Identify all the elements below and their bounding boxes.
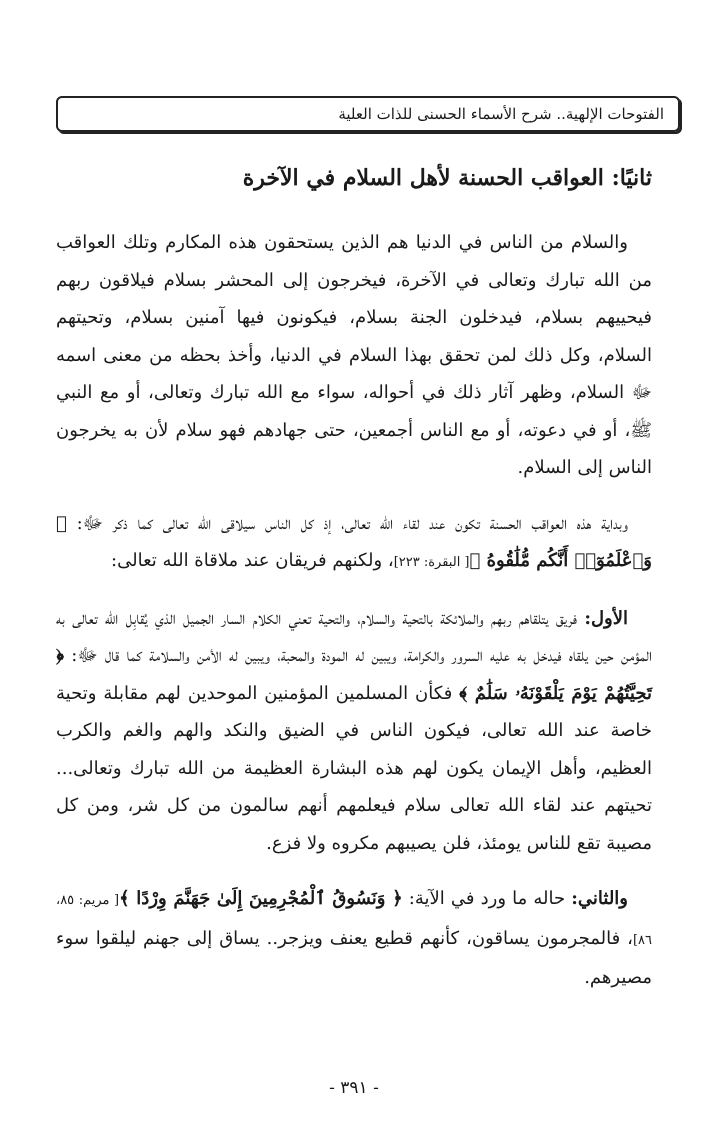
- paragraph-lead-second: والثاني:: [571, 888, 629, 909]
- running-header: [56, 96, 680, 132]
- paragraph-4: [56, 880, 652, 997]
- paragraph-2-text: وبداية هذه العواقب الحسنة تكون عند لقاء الله تعالى، إذ كل الناس سيلاقى الله تعالى كما ذكر ﷻ:: [66, 512, 628, 534]
- quran-verse: ﴿ وَٱعْلَمُوٓا۟ أَنَّكُم مُّلَٰقُوهُ ﴾: [56, 512, 652, 571]
- verse-reference: [ مريم: ٨٥، ٨٦]: [56, 893, 652, 948]
- quran-verse: ﴿ تَحِيَّتُهُمْ يَوْمَ يَلْقَوْنَهُۥ سَلَٰمٌ ﴾: [56, 645, 652, 704]
- paragraph-1: والسلام من الناس في الدنيا هم الذين يستحقون هذه المكارم وتلك العواقب من الله تبارك وتعالى في الآخرة، فيخرجون إلى المحشر بسلام فيلاقون ربهم فيحييهم بسلام، فيدخلون الجنة بسلام، فيكونون فيها آمنين بسلام، وتحيتهم السلام، وكل ذلك لمن تحقق بهذا السلام في الدنيا، وأخذ بحظه من معنى اسمه ﷻ السلام، وظهر آثار ذلك في أحواله، سواء مع الله تبارك وتعالى، أو مع النبي ﷺ، أو في دعوته، أو مع الناس أجمعين، حتى جهادهم فهو سلام لأن به يخرجون الناس إلى السلام.: [56, 232, 652, 478]
- section-title: ثانيًا: العواقب الحسنة لأهل السلام في الآخرة: [242, 165, 652, 191]
- paragraph-3-continuation: فكأن المسلمين المؤمنين الموحدين لهم مقابلة وتحية خاصة عند الله تعالى، فيكون الناس في الضيق والنكد والهم والغم والكرب العظيم، وأهل الإيمان يكون لهم هذه البشارة العظيمة من الله تبارك وتعالى... تحيتهم عند لقاء الله تعالى سلام فيعلمهم أنهم سالمون من كل شر، ومن كل مصيبة تقع للناس يومئذ، فلن يصيبهم مكروه ولا فزع.: [56, 682, 652, 854]
- verse-reference: [ البقرة: ٢٢٣]: [393, 555, 470, 570]
- page-number: - ٣٩١ -: [329, 1078, 379, 1098]
- body-text: [56, 224, 652, 997]
- paragraph-4-continuation: ، فالمجرمون يساقون، كأنهم قطيع يعنف ويزجر.. يساق إلى جهنم ليلقوا سوء مصيرهم.: [56, 927, 652, 988]
- paragraph-2: [56, 505, 652, 582]
- paragraph-lead-first: الأول:: [584, 607, 628, 629]
- paragraph-gap: [56, 487, 652, 505]
- running-header-text: الفتوحات الإلهية.. شرح الأسماء الحسنى للذات العلية: [338, 105, 664, 123]
- quran-verse: ﴿ وَنَسُوقُ ٱلْمُجْرِمِينَ إِلَىٰ جَهَنَّمَ وِرْدًا ﴾: [119, 888, 403, 909]
- paragraph-gap: [56, 862, 652, 880]
- paragraph-4-text: حاله ما ورد في الآية:: [402, 888, 572, 909]
- paragraph-3: [56, 600, 652, 863]
- paragraph-3-text: فريق يتلقاهم ربهم والملائكة بالتحية والسلام، والتحية تعني الكلام السار الجميل الذي يُقابِل الله تعالى به المؤمن حين يلقاه فيدخل به عليه السرور والكرامة، ويبين له المودة والمحبة، ويبين له الأمن والسلامة كما قال ﷻ:: [56, 607, 652, 666]
- paragraph-gap: [56, 582, 652, 600]
- paragraph-2-continuation: ، ولكنهم فريقان عند ملاقاة الله تعالى:: [111, 550, 394, 571]
